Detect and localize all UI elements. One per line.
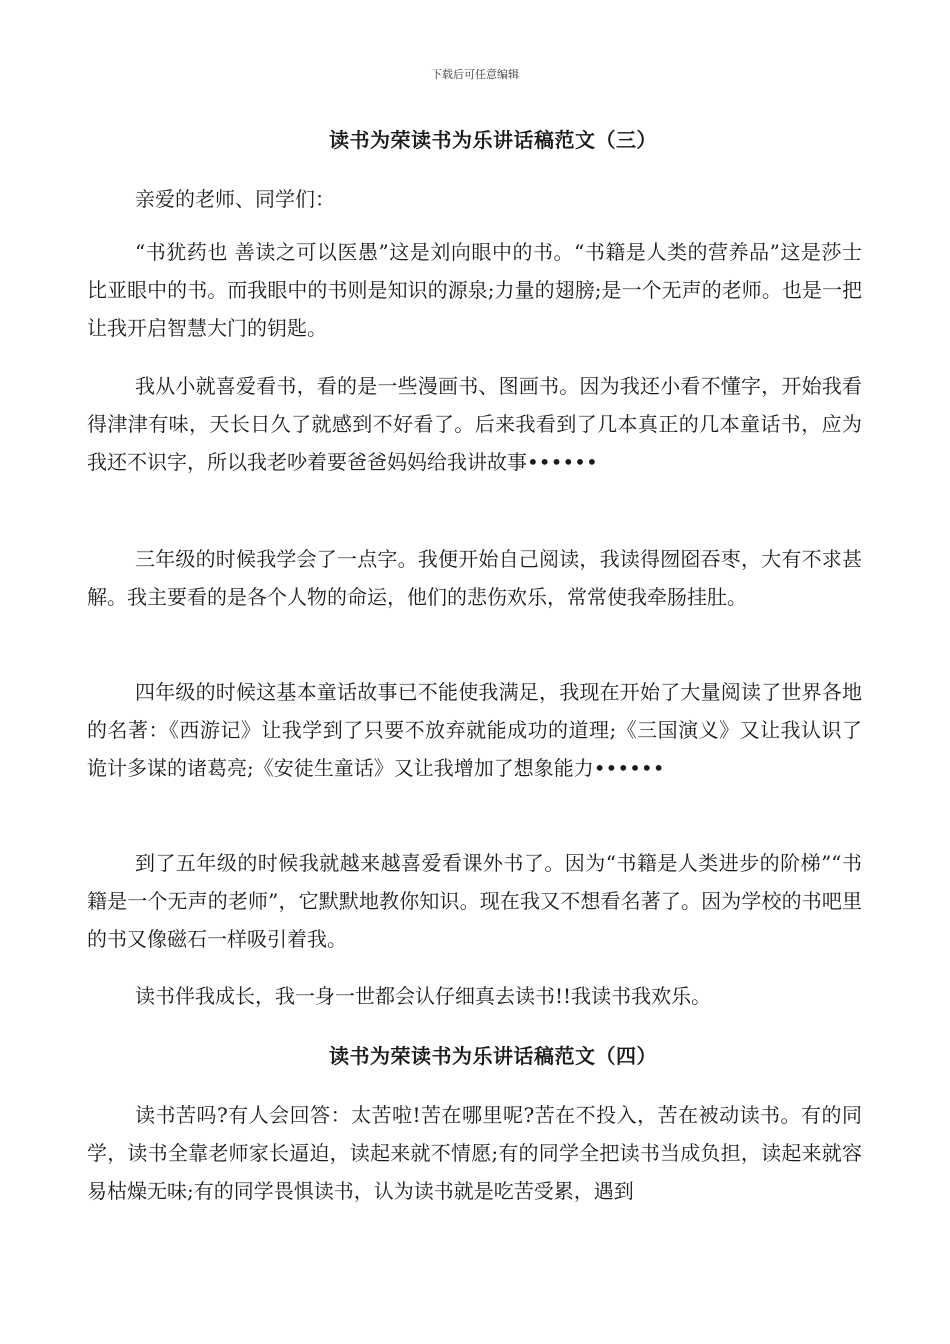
paragraph: 四年级的时候这基本童话故事已不能使我满足，我现在开始了大量阅读了世界各地的名著：《西游记》让我学到了只要不放弃就能成功的道理;《三国演义》又让我认识了诡计多谋的诸葛亮;《安徒生童话》又让我增加了想象能力•••••• — [87, 680, 862, 780]
paragraph: 我从小就喜爱看书，看的是一些漫画书、图画书。因为我还小看不懂字，开始我看得津津有味，天长日久了就感到不好看了。后来我看到了几本真正的几本童话书，应为我还不识字，所以我老吵着要爸爸妈妈给我讲故事•••••• — [87, 374, 862, 474]
header-note: 下载后可任意编辑 — [431, 68, 519, 81]
section-4-title: 读书为荣读书为乐讲话稿范文（四） — [329, 1044, 657, 1068]
paragraph: “书犹药也 善读之可以医愚”这是刘向眼中的书。“书籍是人类的营养品”这是莎士比亚眼中的书。而我眼中的书则是知识的源泉;力量的翅膀;是一个无声的老师。也是一把让我开启智慧大门的钥匙。 — [87, 240, 862, 340]
salutation: 亲爱的老师、同学们： — [135, 187, 335, 211]
paragraph: 到了五年级的时候我就越来越喜爱看课外书了。因为“书籍是人类进步的阶梯”“书籍是一个无声的老师”，它默默地教你知识。现在我又不想看名著了。因为学校的书吧里的书又像磁石一样吸引着我。 — [87, 851, 862, 951]
section-3-title: 读书为荣读书为乐讲话稿范文（三） — [329, 128, 657, 152]
paragraph: 三年级的时候我学会了一点字。我便开始自己阅读，我读得囫囵吞枣，大有不求甚解。我主要看的是各个人物的命运，他们的悲伤欢乐，常常使我牵肠挂肚。 — [87, 547, 862, 609]
paragraph: 读书伴我成长，我一身一世都会认仔细真去读书!!我读书我欢乐。 — [135, 984, 712, 1008]
paragraph: 读书苦吗?有人会回答：太苦啦!苦在哪里呢?苦在不投入，苦在被动读书。有的同学，读书全靠老师家长逼迫，读起来就不情愿;有的同学全把读书当成负担，读起来就容易枯燥无味;有的同学畏惧读书，认为读书就是吃苦受累，遇到 — [87, 1103, 862, 1203]
